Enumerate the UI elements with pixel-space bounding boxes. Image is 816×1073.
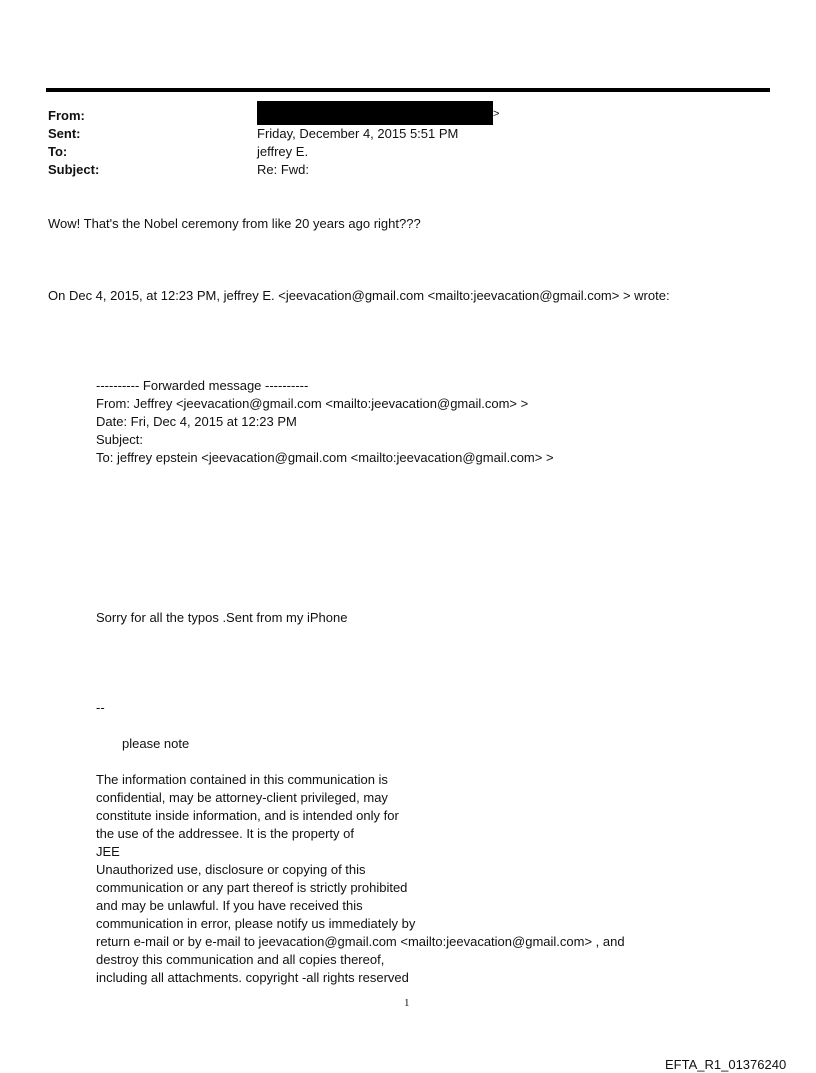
forwarded-from: From: Jeffrey <jeevacation@gmail.com <mailto:jeevacation@gmail.com> > bbox=[96, 396, 529, 411]
disclaimer-line: destroy this communication and all copies thereof, bbox=[96, 952, 385, 967]
disclaimer-line: constitute inside information, and is intended only for bbox=[96, 808, 399, 823]
disclaimer-line: including all attachments. copyright -all rights reserved bbox=[96, 970, 409, 985]
page-number: 1 bbox=[404, 997, 410, 1009]
disclaimer-line: JEE bbox=[96, 844, 120, 859]
disclaimer-line: the use of the addressee. It is the property of bbox=[96, 826, 354, 841]
from-value-suffix: > bbox=[493, 108, 500, 120]
subject-value: Re: Fwd: bbox=[257, 162, 310, 177]
please-note: please note bbox=[122, 736, 190, 751]
header-rule bbox=[46, 88, 770, 92]
sent-label: Sent: bbox=[48, 126, 81, 141]
sent-value: Friday, December 4, 2015 5:51 PM bbox=[257, 126, 459, 141]
disclaimer-line: Unauthorized use, disclosure or copying of this bbox=[96, 862, 366, 877]
disclaimer-line: communication or any part thereof is strictly prohibited bbox=[96, 880, 408, 895]
redacted-sender bbox=[257, 101, 493, 125]
forwarded-divider: ---------- Forwarded message ---------- bbox=[96, 378, 309, 393]
signature-dashes: -- bbox=[96, 700, 105, 715]
disclaimer-line: communication in error, please notify us immediately by bbox=[96, 916, 416, 931]
to-label: To: bbox=[48, 144, 68, 159]
disclaimer-line: confidential, may be attorney-client privileged, may bbox=[96, 790, 388, 805]
disclaimer-line: The information contained in this communication is bbox=[96, 772, 388, 787]
typos-note: Sorry for all the typos .Sent from my iPhone bbox=[96, 610, 348, 625]
forwarded-header bbox=[96, 377, 554, 467]
to-value: jeffrey E. bbox=[257, 144, 309, 159]
forwarded-to: To: jeffrey epstein <jeevacation@gmail.com <mailto:jeevacation@gmail.com> > bbox=[96, 450, 554, 465]
document-id: EFTA_R1_01376240 bbox=[665, 1057, 787, 1072]
forwarded-date: Date: Fri, Dec 4, 2015 at 12:23 PM bbox=[96, 414, 297, 429]
quote-intro: On Dec 4, 2015, at 12:23 PM, jeffrey E. <jeevacation@gmail.com <mailto:jeevacation@gmail.com> > wrote: bbox=[48, 288, 670, 303]
disclaimer-line: and may be unlawful. If you have received this bbox=[96, 898, 363, 913]
reply-text: Wow! That's the Nobel ceremony from like 20 years ago right??? bbox=[48, 216, 421, 231]
from-label: From: bbox=[48, 108, 85, 123]
forwarded-subject: Subject: bbox=[96, 432, 143, 447]
disclaimer bbox=[96, 771, 625, 987]
disclaimer-line: return e-mail or by e-mail to jeevacation@gmail.com <mailto:jeevacation@gmail.com> , and bbox=[96, 934, 625, 949]
subject-label: Subject: bbox=[48, 162, 100, 177]
